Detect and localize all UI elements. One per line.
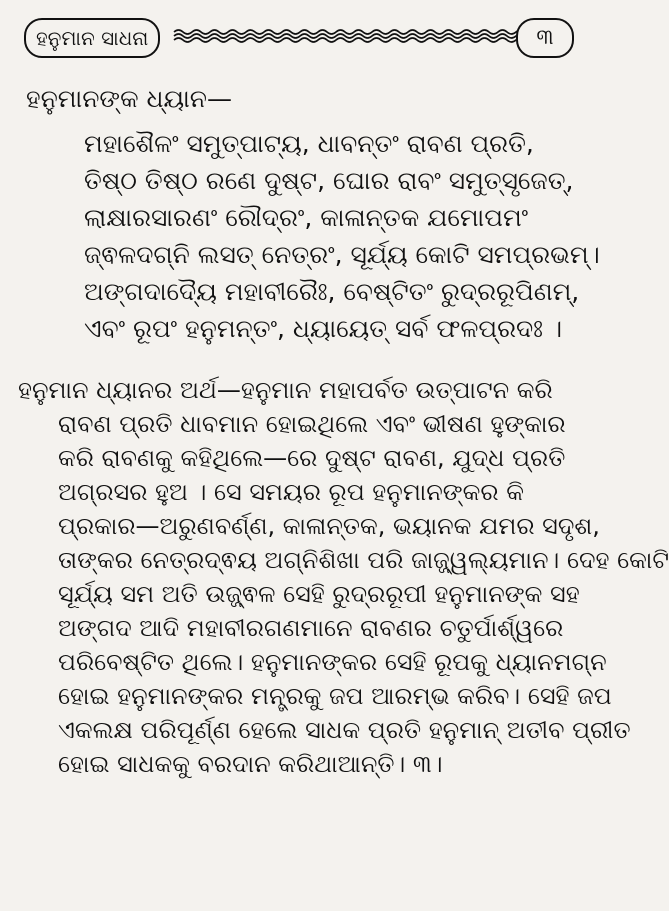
dhyana-heading: ହନୁମାନଙ୍କ ଧ୍ୟାନ—	[26, 84, 233, 113]
paragraph-line: ପ୍ରକାର—ଅରୁଣବର୍ଣ୍ଣ, କାଳାନ୍ତକ, ଭୟାନକ ଯମର ସଦୃଶ,	[58, 512, 600, 540]
paragraph-line: ଅଗ୍ରସର ହୁଅ । ସେ ସମୟର ରୂପ ହନୁମାନଙ୍କର କି	[58, 478, 524, 506]
verse-line: ଏବଂ ରୂପଂ ହନୁମନ୍ତଂ, ଧ୍ୟାୟେତ୍ ସର୍ବ ଫଳପ୍ରଦଃ ।	[84, 314, 563, 343]
verse-line: ଅଙ୍ଗଦାଦ୍ୟୈ ମହାବୀରୈଃ, ବେଷ୍ଟିତଂ ରୁଦ୍ରରୂପିଣମ୍,	[84, 277, 580, 306]
paragraph-line: ତାଙ୍କର ନେତ୍ରଦ୍ଵୟ ଅଗ୍ନିଶିଖା ପରି ଜାଜ୍ଜ୍ୱଲ୍ୟମାନ। ଦେହ କୋଟି	[58, 546, 669, 574]
meaning-paragraph	[18, 373, 669, 781]
paragraph-line: ହନୁମାନ ଧ୍ୟାନର ଅର୍ଥ—ହନୁମାନ ମହାପର୍ବତ ଉତ୍ପାଟନ କରି	[18, 376, 553, 404]
paragraph-line: ହୋଇ ସାଧକକୁ ବରଦାନ କରିଥାଆନ୍ତି। ୩।	[58, 750, 443, 778]
wavy-header-rule	[174, 27, 552, 45]
running-header	[18, 16, 582, 60]
paragraph-line: କରି ରାବଣକୁ କହିଥିଲେ—ରେ ଦୁଷ୍ଟ ରାବଣ, ଯୁଦ୍ଧ ପ୍ରତି	[58, 444, 566, 472]
paragraph-line: ରାବଣ ପ୍ରତି ଧାବମାନ ହୋଇଥିଲେ ଏବଂ ଭୀଷଣ ହୁଙ୍କାର	[58, 410, 566, 438]
paragraph-line: ହୋଇ ହନୁମାନଙ୍କର ମନ୍ତ୍ରକୁ ଜପ ଆରମ୍ଭ କରିବ। ସେହି ଜପ	[58, 682, 612, 710]
paragraph-line: ସୂର୍ଯ୍ୟ ସମ ଅତି ଉଜ୍ଜ୍ଵଳ ସେହି ରୁଦ୍ରରୂପୀ ହନୁମାନଙ୍କ ସହ	[58, 580, 580, 608]
page-number: ୩	[516, 18, 574, 58]
verse-line: ମହାଶୈଳଂ ସମୁତ୍ପାଟ୍ୟ, ଧାବନ୍ତଂ ରାବଣ ପ୍ରତି,	[84, 129, 534, 158]
page-content	[18, 78, 669, 781]
verse-line: ଲାକ୍ଷାରସାରଣଂ ରୌଦ୍ରଂ, କାଳାନ୍ତକ ଯମୋପମଂ	[84, 203, 529, 232]
paragraph-line: ଏକଲକ୍ଷ ପରିପୂର୍ଣ୍ଣ ହେଲେ ସାଧକ ପ୍ରତି ହନୁମାନ୍ ଅତୀବ ପ୍ରୀତ	[58, 716, 631, 744]
verse-line: ତିଷ୍ଠ ତିଷ୍ଠ ରଣେ ଦୁଷ୍ଟ, ଘୋର ରାବଂ ସମୁତ୍ସୃଜେତ୍,	[84, 166, 574, 195]
running-title: ହନୁମାନ ସାଧନା	[24, 18, 160, 58]
verse-line: ଜ୍ଵଳଦଗ୍ନି ଲସତ୍ ନେତ୍ରଂ, ସୂର୍ଯ୍ୟ କୋଟି ସମପ୍ରଭମ୍।	[84, 240, 600, 269]
paragraph-line: ଅଙ୍ଗଦ ଆଦି ମହାବୀରଗଣମାନେ ରାବଣର ଚତୁର୍ପାର୍ଶ୍ୱରେ	[58, 614, 564, 642]
paragraph-line: ପରିବେଷ୍ଟିତ ଥିଲେ। ହନୁମାନଙ୍କର ସେହି ରୂପକୁ ଧ୍ୟାନମଗ୍ନ	[58, 648, 607, 676]
dhyana-verse	[18, 125, 600, 347]
